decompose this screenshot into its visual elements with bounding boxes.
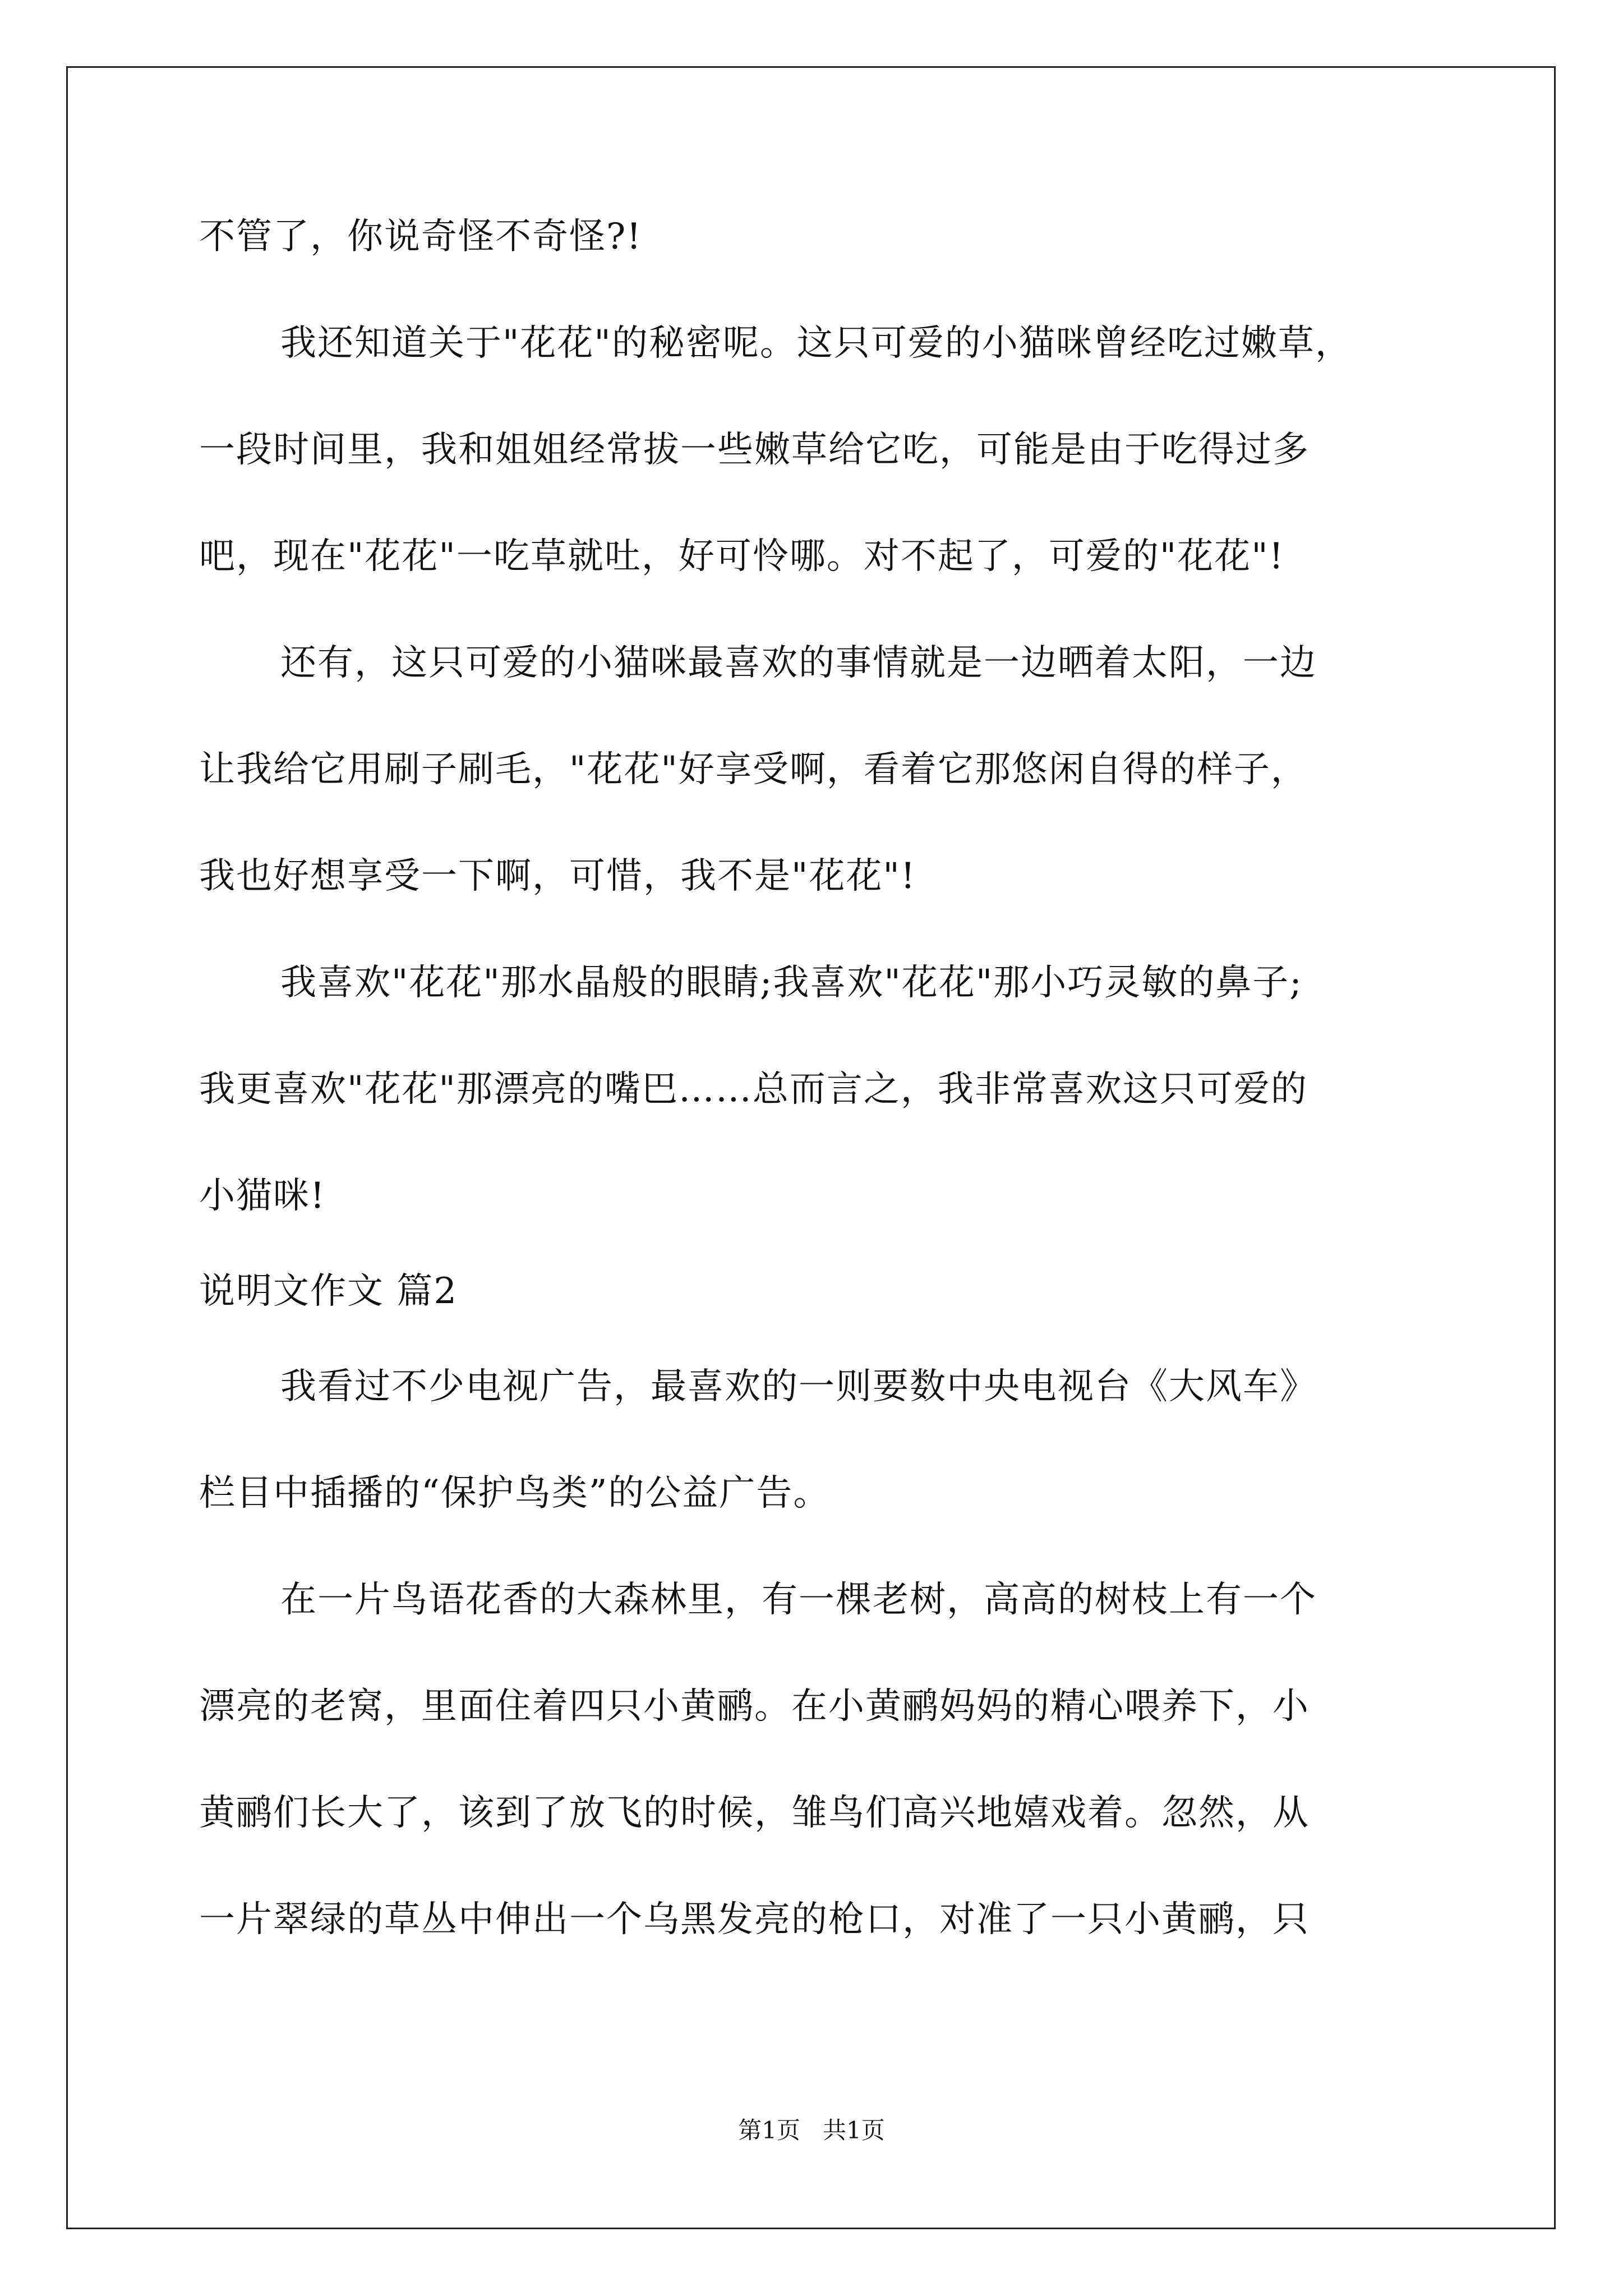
text-line: 不管了，你说奇怪不奇怪?! [199, 216, 643, 257]
text-line: 栏目中插播的“保护鸟类”的公益广告。 [199, 1473, 831, 1514]
paragraph-start-line: 我看过不少电视广告，最喜欢的一则要数中央电视台《大风车》 [280, 1366, 1317, 1407]
text-line: 让我给它用刷子刷毛，"花花"好享受啊，看着它那悠闲自得的样子， [199, 749, 1308, 790]
paragraph-start-line: 我喜欢"花花"那水晶般的眼睛;我喜欢"花花"那小巧灵敏的鼻子; [280, 962, 1303, 1004]
text-line: 小猫咪! [199, 1175, 326, 1217]
text-line: 一段时间里，我和姐姐经常拔一些嫩草给它吃，可能是由于吃得过多 [199, 429, 1310, 471]
paragraph-start-line: 我还知道关于"花花"的秘密呢。这只可爱的小猫咪曾经吃过嫩草， [280, 323, 1352, 364]
text-line: 黄鹂们长大了，该到了放飞的时候，雏鸟们高兴地嬉戏着。忽然，从 [199, 1792, 1310, 1834]
text-line: 我也好想享受一下啊，可惜，我不是"花花"! [199, 855, 916, 897]
section-heading: 说明文作文 篇2 [199, 1271, 458, 1312]
paragraph-start-line: 还有，这只可爱的小猫咪最喜欢的事情就是一边晒着太阳，一边 [280, 642, 1317, 684]
page-footer: 第1页 共1页 [738, 2116, 885, 2144]
text-line: 漂亮的老窝，里面住着四只小黄鹂。在小黄鹂妈妈的精心喂养下，小 [199, 1686, 1310, 1727]
text-line: 一片翠绿的草丛中伸出一个乌黑发亮的枪口，对准了一只小黄鹂，只 [199, 1899, 1310, 1940]
text-line: 吧，现在"花花"一吃草就吐，好可怜哪。对不起了，可爱的"花花"! [199, 536, 1285, 577]
paragraph-start-line: 在一片鸟语花香的大森林里，有一棵老树，高高的树枝上有一个 [280, 1579, 1317, 1621]
text-line: 我更喜欢"花花"那漂亮的嘴巴……总而言之，我非常喜欢这只可爱的 [199, 1069, 1308, 1110]
